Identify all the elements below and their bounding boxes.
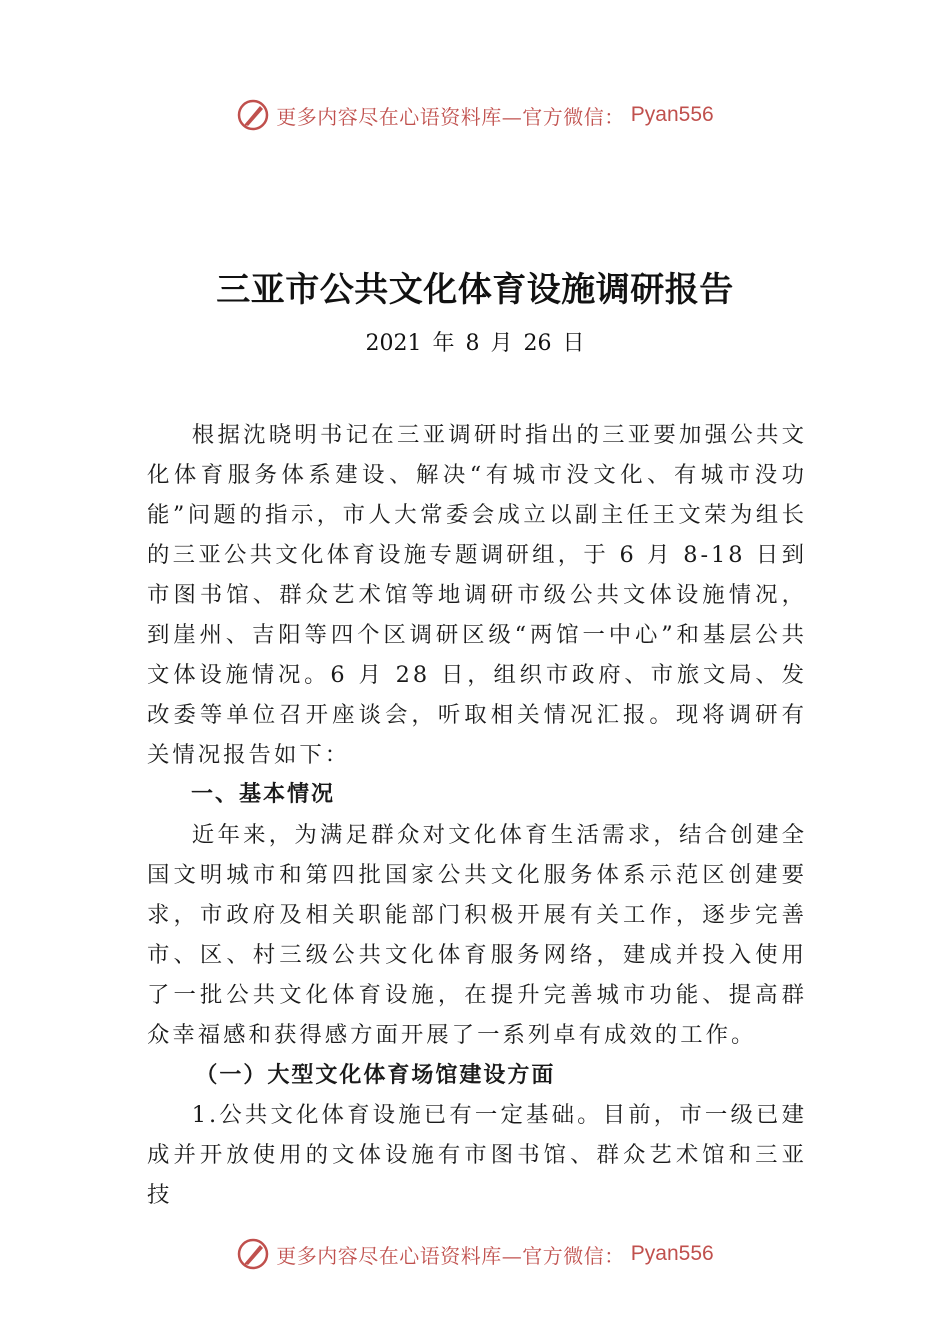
quill-logo-icon [236,98,270,132]
section-heading: 一、基本情况 [191,782,336,807]
watermark-header [0,95,950,135]
paragraph-intro: 根据沈晓明书记在三亚调研时指出的三亚要加强公共文化体育服务体系建设、解决“有城市没文化、有城市没功能”问题的指示，市人大常委会成立以副主任王文荣为组长的三亚公共文化体育设施专题调研组，于 6 月 8-18 日到市图书馆、群众艺术馆等地调研市级公共文体设施情况，到崖州、吉阳等四个区调研区级“两馆一中心”和基层公共文体设施情况。6 月 28 日，组织市政府、市旅文局、发改委等单位召开座谈会，听取相关情况汇报。现将调研有关情况报告如下： [147,422,807,768]
subsection-heading: （一）大型文化体育场馆建设方面 [195,1062,556,1088]
document-date: 2021 年 8 月 26 日 [365,331,585,356]
paragraph-overview: 近年来，为满足群众对文化体育生活需求，结合创建全国文明城市和第四批国家公共文化服务体系示范区创建要求，市政府及相关职能部门积极开展有关工作，逐步完善市、区、村三级公共文化体育服务网络，建成并投入使用了一批公共文化体育设施，在提升完善城市功能、提高群众幸福感和获得感方面开展了一系列卓有成效的工作。 [147,822,807,1048]
document-body [147,415,807,1215]
quill-logo-icon [236,1237,270,1271]
document-title: 三亚市公共文化体育设施调研报告 [216,270,734,310]
paragraph-item-1: 1.公共文化体育设施已有一定基础。目前，市一级已建成并开放使用的文体设施有市图书馆、群众艺术馆和三亚技 [147,1102,807,1208]
watermark-footer [0,1234,950,1274]
watermark-text: 更多内容尽在心语资料库—官方微信： [276,1243,625,1268]
watermark-wechat-id: Pyan556 [630,103,714,126]
watermark-text: 更多内容尽在心语资料库—官方微信： [276,104,625,129]
watermark-wechat-id: Pyan556 [630,1242,714,1265]
